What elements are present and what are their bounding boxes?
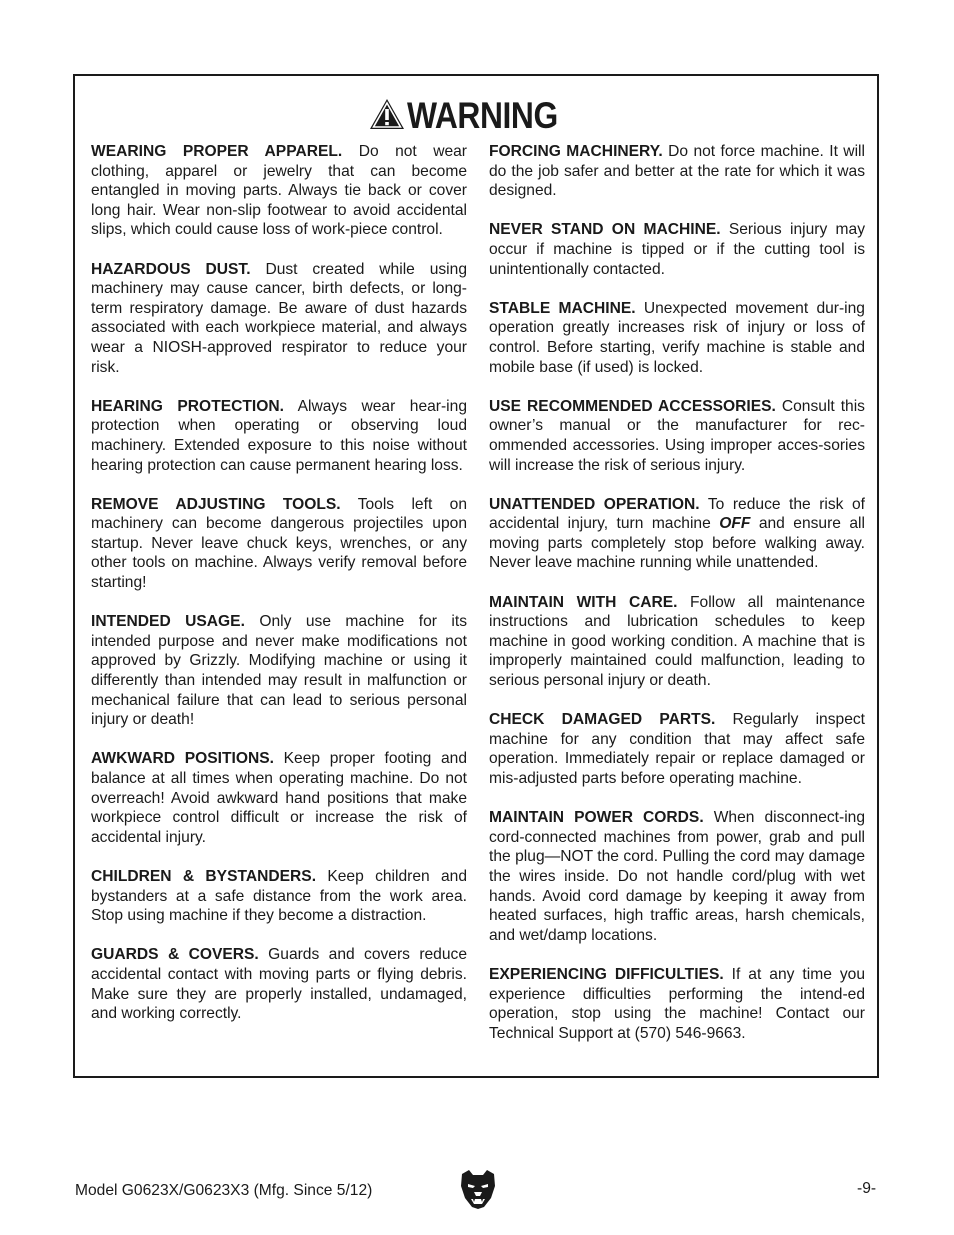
rule-title: INTENDED USAGE. [91, 613, 245, 631]
rule-title: STABLE MACHINE. [489, 299, 636, 317]
rule-text: Serious injury may occur if machine is tipped or if the cutting tool is unintentionally contacted. [489, 221, 865, 278]
footer-model: Model G0623X/G0623X3 (Mfg. Since 5/12) [75, 1182, 373, 1199]
rule-title: EXPERIENCING DIFFICULTIES. [489, 965, 724, 983]
rule-text: Tools left on machinery can become dangerous projectiles upon startup. Never leave chuck keys, wrenches, or any other tools on machine. Always verify removal before starting! [91, 495, 467, 592]
safety-rule [91, 867, 467, 926]
safety-rule [489, 710, 865, 788]
safety-rule [489, 299, 865, 377]
safety-rule [489, 142, 865, 201]
safety-rule [489, 495, 865, 573]
right-column [489, 142, 865, 1063]
rule-text: Keep children and bystanders at a safe distance from the work area. Stop using machine if they become a distraction. [91, 867, 468, 925]
rule-title: GUARDS & COVERS. [91, 946, 259, 964]
rule-text: Only use machine for its intended purpose and never make modifications not approved by Grizzly. Modifying machine or using it differently than intended may result in malfunction or mechanical failure that can lead to serious personal injury or death! [91, 613, 467, 729]
rule-text: Dust created while using machinery may cause cancer, birth defects, or long-term respiratory damage. Be aware of dust hazards associated with each workpiece material, and always wear a NIOSH-approved respirator to reduce your risk. [91, 260, 467, 376]
rule-title: NEVER STAND ON MACHINE. [489, 221, 721, 239]
rule-title: AWKWARD POSITIONS. [91, 750, 274, 768]
rule-title: USE RECOMMENDED ACCESSORIES. [489, 397, 776, 415]
safety-rule [489, 593, 865, 691]
rule-title: REMOVE ADJUSTING TOOLS. [91, 495, 341, 513]
warning-heading [75, 94, 877, 134]
safety-rule [489, 397, 865, 475]
rule-title: UNATTENDED OPERATION. [489, 495, 700, 513]
warning-title: WARNING [407, 94, 559, 136]
rule-text: Regularly inspect machine for any condition that may affect safe operation. Immediately repair or replace damaged or mis-adjusted parts before operating machine. [489, 711, 865, 787]
rule-title: MAINTAIN POWER CORDS. [489, 809, 704, 827]
rule-text: and ensure all moving parts completely stop before walking away. Never leave machine running while unattended. [489, 515, 865, 572]
rule-text: Keep proper footing and balance at all times when operating machine. Do not overreach! Avoid awkward hand positions that make workpiece control difficult or increase the risk of accidental injury. [91, 750, 467, 846]
rule-text: To reduce the risk of accidental injury, turn machine [489, 495, 865, 533]
safety-rule [489, 808, 865, 945]
safety-rule [91, 260, 467, 378]
rule-title: HEARING PROTECTION. [91, 397, 284, 415]
rule-title: CHILDREN & BYSTANDERS. [91, 867, 317, 885]
safety-rule [489, 220, 865, 279]
rule-text: Follow all maintenance instructions and lubrication schedules to keep machine in good working condition. A machine that is improperly maintained could malfunction, leading to serious personal injury or death. [489, 593, 865, 690]
left-column [91, 142, 467, 1043]
warning-box [73, 74, 879, 1078]
rule-title: MAINTAIN WITH CARE. [489, 593, 678, 611]
safety-rule [91, 397, 467, 475]
rule-text: If at any time you experience difficulties performing the intend-ed operation, stop using the machine! Contact our Technical Support at (570) 546-9663. [489, 965, 865, 1042]
rule-title: CHECK DAMAGED PARTS. [489, 711, 716, 729]
rule-title: HAZARDOUS DUST. [91, 260, 251, 278]
rule-text: Do not wear clothing, apparel or jewelry that can become entangled in moving parts. Always tie back or cover long hair. Wear non-slip footwear to avoid accidental slips, which could cause loss of work-piece control. [91, 143, 467, 239]
safety-rule [489, 965, 865, 1043]
bear-head-logo-icon [458, 1168, 498, 1210]
rule-emphasis: OFF [719, 515, 751, 533]
safety-rule [91, 142, 467, 240]
safety-rule [91, 945, 467, 1023]
page-number: -9- [857, 1180, 877, 1197]
warning-triangle-icon [369, 98, 405, 130]
rule-text: Consult this owner’s manual or the manufacturer for rec-ommended accessories. Using improper acces-sories will increase the risk of serious injury. [489, 397, 865, 474]
rule-text: Unexpected movement dur-ing operation greatly increases risk of injury or loss of control. Before starting, verify machine is stable and mobile base (if used) is locked. [489, 299, 865, 376]
rule-text: Always wear hear-ing protection when operating or observing loud machinery. Extended exposure to this noise without hearing protection can cause permanent hearing loss. [91, 397, 467, 474]
rule-title: WEARING PROPER APPAREL. [91, 143, 343, 160]
safety-rule [91, 749, 467, 847]
rule-text: Do not force machine. It will do the job safer and better at the rate for which it was designed. [489, 143, 865, 200]
safety-rule [91, 612, 467, 730]
safety-rule [91, 495, 467, 593]
rule-title: FORCING MACHINERY. [489, 143, 663, 160]
rule-text: Guards and covers reduce accidental contact with moving parts or flying debris. Make sure they are properly installed, undamaged, and working correctly. [91, 946, 467, 1023]
rule-text: When disconnect-ing cord-connected machines from power, grab and pull the plug—NOT the cord. Pulling the cord may damage the wires inside. Do not handle cord/plug with wet hands. Avoid cord damage by keeping it away from heated surfaces, high traffic areas, harsh chemicals, and wet/damp locations. [489, 809, 866, 944]
